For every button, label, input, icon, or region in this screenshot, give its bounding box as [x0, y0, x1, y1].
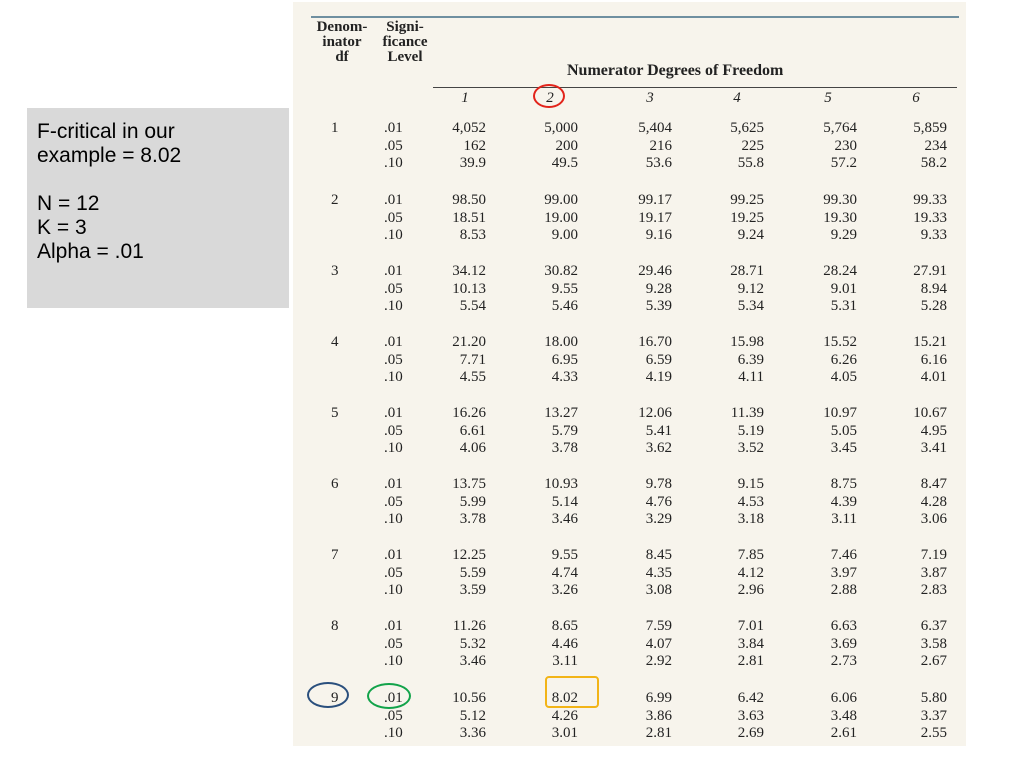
value-column: [488, 405, 578, 458]
col-header-2: 2: [546, 90, 554, 106]
significance-level: .01: [384, 476, 403, 492]
table-cell: 2.81: [645, 725, 672, 741]
table-cell: 49.5: [551, 155, 578, 171]
table-cell: 5,404: [638, 120, 672, 136]
significance-level: .10: [384, 653, 403, 669]
value-column: [674, 263, 764, 316]
table-cell: 3.59: [459, 582, 486, 598]
callout-n: N = 12: [37, 192, 100, 215]
table-cell: 7.19: [920, 547, 947, 563]
table-cell: 6.99: [645, 690, 672, 706]
table-cell: 6.37: [920, 618, 947, 634]
table-cell: 4.95: [920, 422, 947, 439]
table-cell: 12.06: [638, 405, 672, 421]
df-value: 8: [331, 618, 339, 634]
table-cell: 18.51: [452, 209, 486, 226]
table-cell: 4.74: [551, 564, 578, 581]
significance-level: .10: [384, 227, 403, 243]
table-cell: 3.11: [552, 653, 578, 669]
f-table-scan: [293, 2, 966, 746]
denom-header-line2: inator: [322, 34, 362, 50]
table-cell: 9.28: [645, 280, 672, 297]
table-cell: 10.56: [452, 690, 486, 706]
callout-line-2: example = 8.02: [37, 144, 182, 167]
table-cell: 234: [924, 137, 947, 154]
value-column: [857, 690, 947, 743]
significance-level: .10: [384, 725, 403, 741]
highlight-circle-alpha-01: [367, 683, 411, 709]
col-header-3: 3: [646, 90, 654, 106]
callout-alpha: Alpha = .01: [37, 240, 144, 263]
value-column: [396, 476, 486, 529]
table-cell: 6.06: [830, 690, 857, 706]
value-column: [674, 120, 764, 173]
value-column: [582, 120, 672, 173]
table-cell: 5.39: [645, 298, 672, 314]
table-cell: 5.12: [459, 707, 486, 724]
table-cell: 8.65: [551, 618, 578, 634]
value-column: [582, 334, 672, 387]
significance-level: .05: [384, 137, 403, 154]
table-cell: 3.37: [920, 707, 947, 724]
table-cell: 3.11: [831, 511, 857, 527]
significance-level: .05: [384, 564, 403, 581]
significance-level: .10: [384, 440, 403, 456]
table-row-group: [293, 120, 966, 180]
value-column: [488, 120, 578, 173]
significance-level: .10: [384, 155, 403, 171]
df-value: 3: [331, 263, 339, 279]
table-cell: 53.6: [645, 155, 672, 171]
value-column: [396, 618, 486, 671]
table-cell: 7.01: [737, 618, 764, 634]
table-cell: 13.75: [452, 476, 486, 492]
table-cell: 5.19: [737, 422, 764, 439]
table-cell: 4.53: [737, 493, 764, 510]
value-column: [857, 405, 947, 458]
table-cell: 99.30: [823, 192, 857, 208]
table-cell: 3.26: [551, 582, 578, 598]
table-cell: 162: [463, 137, 486, 154]
table-cell: 21.20: [452, 334, 486, 350]
table-row-group: [293, 192, 966, 252]
table-cell: 9.15: [737, 476, 764, 492]
sig-header-line1: Signi-: [386, 19, 424, 35]
table-cell: 2.61: [830, 725, 857, 741]
value-column: [396, 547, 486, 600]
callout-line-1: F-critical in our: [37, 120, 175, 143]
table-cell: 4.07: [645, 635, 672, 652]
table-cell: 6.59: [645, 351, 672, 368]
table-cell: 8.45: [645, 547, 672, 563]
table-cell: 28.71: [730, 263, 764, 279]
table-row-group: [293, 263, 966, 323]
value-column: [674, 618, 764, 671]
value-column: [488, 476, 578, 529]
table-cell: 6.26: [830, 351, 857, 368]
value-column: [767, 618, 857, 671]
table-cell: 5.31: [830, 298, 857, 314]
denom-header-line1: Denom-: [316, 19, 368, 35]
table-cell: 2.88: [830, 582, 857, 598]
table-cell: 2.83: [920, 582, 947, 598]
numerator-title: Numerator Degrees of Freedom: [567, 62, 784, 79]
table-cell: 3.48: [830, 707, 857, 724]
df-value: 2: [331, 192, 339, 208]
table-row-group: [293, 547, 966, 607]
table-cell: 5.14: [551, 493, 578, 510]
value-column: [767, 334, 857, 387]
table-cell: 5,625: [730, 120, 764, 136]
callout-box: [27, 108, 289, 308]
df-value: 4: [331, 334, 339, 350]
table-cell: 19.30: [823, 209, 857, 226]
table-cell: 5.28: [920, 298, 947, 314]
table-cell: 230: [834, 137, 857, 154]
df-value: 6: [331, 476, 339, 492]
df-value: 1: [331, 120, 339, 136]
table-cell: 16.26: [452, 405, 486, 421]
value-column: [767, 547, 857, 600]
df-value: 5: [331, 405, 339, 421]
table-cell: 200: [555, 137, 578, 154]
table-cell: 7.59: [645, 618, 672, 634]
table-cell: 13.27: [544, 405, 578, 421]
value-column: [396, 405, 486, 458]
table-cell: 3.06: [920, 511, 947, 527]
table-cell: 5,000: [544, 120, 578, 136]
table-cell: 9.29: [830, 227, 857, 243]
table-cell: 8.47: [920, 476, 947, 492]
value-column: [857, 263, 947, 316]
table-cell: 4.26: [551, 707, 578, 724]
table-cell: 6.95: [551, 351, 578, 368]
denom-header: [311, 20, 373, 65]
value-column: [396, 192, 486, 245]
table-cell: 5.05: [830, 422, 857, 439]
table-cell: 5.79: [551, 422, 578, 439]
table-cell: 2.92: [645, 653, 672, 669]
table-cell: 4.33: [551, 369, 578, 385]
value-column: [488, 547, 578, 600]
table-cell: 9.12: [737, 280, 764, 297]
table-cell: 5.54: [459, 298, 486, 314]
significance-level: .01: [384, 547, 403, 563]
table-cell: 99.17: [638, 192, 672, 208]
table-cell: 27.91: [913, 263, 947, 279]
denom-header-line3: df: [335, 49, 349, 65]
table-cell: 216: [649, 137, 672, 154]
table-cell: 19.00: [544, 209, 578, 226]
value-column: [582, 405, 672, 458]
table-cell: 9.16: [645, 227, 672, 243]
table-cell: 3.46: [551, 511, 578, 527]
table-cell: 8.94: [920, 280, 947, 297]
df-value: 7: [331, 547, 339, 563]
value-column: [767, 120, 857, 173]
callout-k: K = 3: [37, 216, 87, 239]
significance-level: .01: [384, 618, 403, 634]
table-cell: 4.76: [645, 493, 672, 510]
table-cell: 16.70: [638, 334, 672, 350]
table-cell: 98.50: [452, 192, 486, 208]
table-cell: 4.12: [737, 564, 764, 581]
table-cell: 9.78: [645, 476, 672, 492]
table-cell: 7.71: [459, 351, 486, 368]
table-cell: 3.52: [737, 440, 764, 456]
value-column: [857, 334, 947, 387]
table-cell: 3.41: [920, 440, 947, 456]
table-cell: 5.59: [459, 564, 486, 581]
table-cell: 18.00: [544, 334, 578, 350]
value-column: [857, 120, 947, 173]
table-cell: 7.46: [830, 547, 857, 563]
table-cell: 5.99: [459, 493, 486, 510]
significance-level: .01: [384, 263, 403, 279]
col-header-6: 6: [912, 90, 920, 106]
table-cell: 29.46: [638, 263, 672, 279]
value-column: [396, 334, 486, 387]
table-cell: 3.29: [645, 511, 672, 527]
table-cell: 10.13: [452, 280, 486, 297]
table-cell: 57.2: [830, 155, 857, 171]
value-column: [488, 192, 578, 245]
table-cell: 99.33: [913, 192, 947, 208]
table-cell: 6.16: [920, 351, 947, 368]
table-cell: 3.87: [920, 564, 947, 581]
table-cell: 3.62: [645, 440, 672, 456]
table-cell: 5.80: [920, 690, 947, 706]
value-column: [767, 405, 857, 458]
value-column: [488, 263, 578, 316]
significance-level: .01: [384, 192, 403, 208]
table-cell: 3.01: [551, 725, 578, 741]
table-cell: 3.46: [459, 653, 486, 669]
table-cell: 6.39: [737, 351, 764, 368]
value-column: [767, 192, 857, 245]
value-column: [857, 618, 947, 671]
table-cell: 4.19: [645, 369, 672, 385]
highlight-circle-numerator-2: [533, 84, 565, 108]
table-cell: 3.63: [737, 707, 764, 724]
table-cell: 2.67: [920, 653, 947, 669]
table-row-group: [293, 405, 966, 465]
table-cell: 39.9: [459, 155, 486, 171]
value-column: [767, 476, 857, 529]
table-cell: 3.86: [645, 707, 672, 724]
table-row-group: [293, 334, 966, 394]
table-cell: 3.36: [459, 725, 486, 741]
table-cell: 11.39: [730, 405, 764, 421]
value-column: [674, 476, 764, 529]
significance-level: .05: [384, 635, 403, 652]
table-cell: 9.24: [737, 227, 764, 243]
value-column: [488, 618, 578, 671]
table-cell: 3.78: [551, 440, 578, 456]
table-cell: 9.00: [551, 227, 578, 243]
value-column: [582, 263, 672, 316]
table-cell: 4.11: [738, 369, 764, 385]
significance-level: .05: [384, 280, 403, 297]
value-column: [674, 192, 764, 245]
table-cell: 30.82: [544, 263, 578, 279]
table-row-group: [293, 476, 966, 536]
value-column: [857, 547, 947, 600]
table-cell: 19.17: [638, 209, 672, 226]
table-cell: 5.34: [737, 298, 764, 314]
value-column: [674, 334, 764, 387]
table-cell: 2.81: [737, 653, 764, 669]
table-cell: 225: [741, 137, 764, 154]
significance-level: .05: [384, 209, 403, 226]
table-cell: 15.98: [730, 334, 764, 350]
table-cell: 2.69: [737, 725, 764, 741]
table-cell: 4.05: [830, 369, 857, 385]
table-cell: 5.32: [459, 635, 486, 652]
value-column: [674, 405, 764, 458]
table-cell: 99.25: [730, 192, 764, 208]
table-cell: 9.33: [920, 227, 947, 243]
value-column: [396, 263, 486, 316]
table-cell: 3.18: [737, 511, 764, 527]
significance-level: .01: [384, 120, 403, 136]
table-cell: 4.06: [459, 440, 486, 456]
table-cell: 5.46: [551, 298, 578, 314]
top-rule: [311, 16, 959, 18]
col-header-1: 1: [461, 90, 469, 106]
header-rule: [433, 87, 957, 88]
significance-level: .05: [384, 422, 403, 439]
table-cell: 55.8: [737, 155, 764, 171]
table-cell: 4.46: [551, 635, 578, 652]
value-column: [767, 263, 857, 316]
value-column: [488, 334, 578, 387]
table-cell: 9.55: [551, 547, 578, 563]
significance-level: .10: [384, 369, 403, 385]
significance-header: [375, 20, 435, 65]
table-cell: 4,052: [452, 120, 486, 136]
table-cell: 6.63: [830, 618, 857, 634]
table-cell: 8.53: [459, 227, 486, 243]
table-cell: 3.97: [830, 564, 857, 581]
significance-level: .01: [384, 334, 403, 350]
value-column: [857, 476, 947, 529]
table-cell: 6.61: [459, 422, 486, 439]
sig-header-line2: ficance: [382, 34, 428, 50]
table-cell: 15.52: [823, 334, 857, 350]
df-value: 9: [331, 690, 339, 706]
significance-level: .10: [384, 582, 403, 598]
table-cell: 3.45: [830, 440, 857, 456]
highlight-box-critical-value: [545, 676, 599, 708]
significance-level: .10: [384, 511, 403, 527]
table-cell: 3.08: [645, 582, 672, 598]
significance-level: .05: [384, 493, 403, 510]
value-column: [674, 690, 764, 743]
table-cell: 10.93: [544, 476, 578, 492]
table-row-group: [293, 618, 966, 678]
table-cell: 12.25: [452, 547, 486, 563]
table-cell: 2.73: [830, 653, 857, 669]
table-cell: 19.25: [730, 209, 764, 226]
table-cell: 9.55: [551, 280, 578, 297]
table-cell: 28.24: [823, 263, 857, 279]
table-cell: 3.69: [830, 635, 857, 652]
significance-level: .05: [384, 707, 403, 724]
table-cell: 11.26: [452, 618, 486, 634]
value-column: [857, 192, 947, 245]
value-column: [767, 690, 857, 743]
table-cell: 8.75: [830, 476, 857, 492]
table-cell: 2.96: [737, 582, 764, 598]
table-cell: 58.2: [920, 155, 947, 171]
value-column: [582, 476, 672, 529]
value-column: [582, 618, 672, 671]
highlight-circle-df-9: [307, 682, 349, 708]
value-column: [396, 120, 486, 173]
table-cell: 5,859: [913, 120, 947, 136]
table-cell: 4.55: [459, 369, 486, 385]
table-cell: 19.33: [913, 209, 947, 226]
significance-level: .01: [384, 405, 403, 421]
table-cell: 3.78: [459, 511, 486, 527]
table-cell: 6.42: [737, 690, 764, 706]
table-cell: 9.01: [830, 280, 857, 297]
col-header-4: 4: [733, 90, 741, 106]
table-cell: 7.85: [737, 547, 764, 563]
table-cell: 4.28: [920, 493, 947, 510]
table-cell: 2.55: [920, 725, 947, 741]
table-cell: 99.00: [544, 192, 578, 208]
significance-level: .05: [384, 351, 403, 368]
callout-spacer: [37, 168, 289, 192]
table-cell: 10.67: [913, 405, 947, 421]
table-cell: 8.02: [551, 690, 578, 706]
table-cell: 4.01: [920, 369, 947, 385]
value-column: [582, 192, 672, 245]
value-column: [582, 547, 672, 600]
table-cell: 10.97: [823, 405, 857, 421]
table-cell: 4.39: [830, 493, 857, 510]
value-column: [674, 547, 764, 600]
sig-header-line3: Level: [387, 49, 423, 65]
table-cell: 5,764: [823, 120, 857, 136]
table-cell: 3.84: [737, 635, 764, 652]
col-header-5: 5: [824, 90, 832, 106]
table-cell: 4.35: [645, 564, 672, 581]
table-cell: 3.58: [920, 635, 947, 652]
significance-level: .01: [384, 690, 403, 706]
table-cell: 15.21: [913, 334, 947, 350]
significance-level: .10: [384, 298, 403, 314]
table-cell: 34.12: [452, 263, 486, 279]
table-cell: 5.41: [645, 422, 672, 439]
